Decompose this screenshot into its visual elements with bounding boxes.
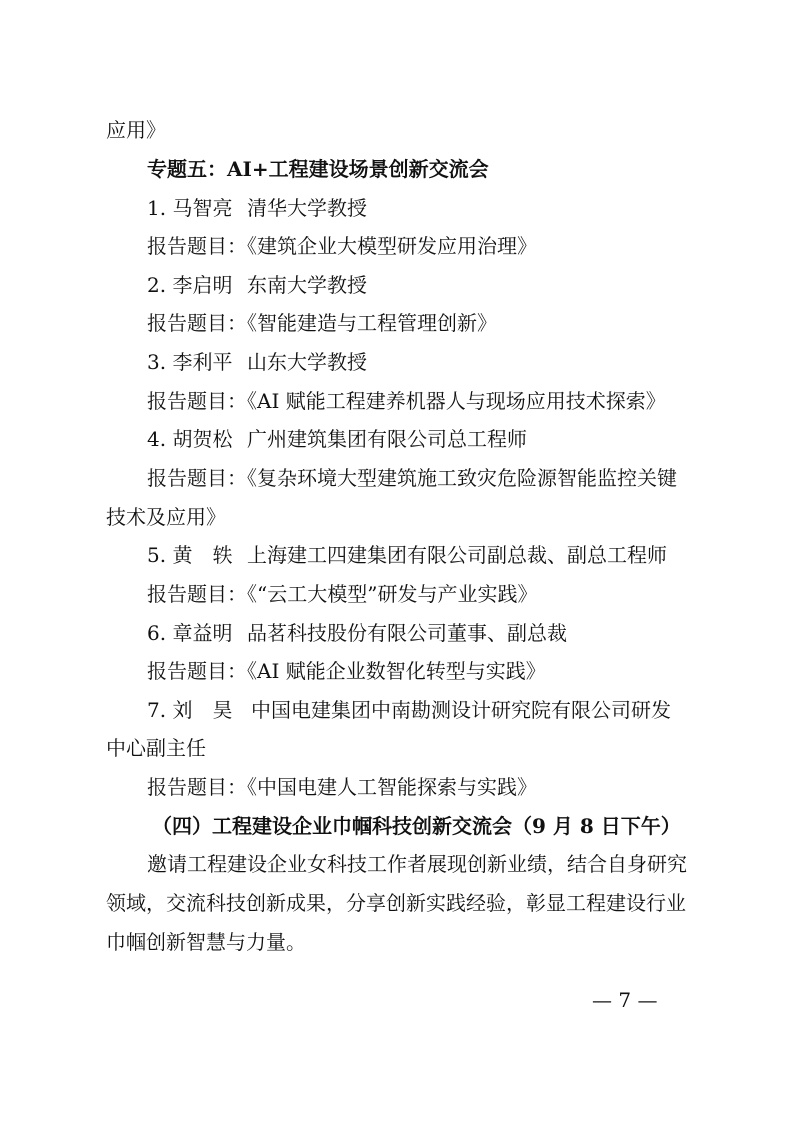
- section-heading: 专题五：AI+工程建设场景创新交流会: [147, 157, 489, 181]
- speaker-name: 2. 李启明: [147, 273, 233, 297]
- speaker-line: [147, 195, 367, 221]
- speaker-role-continued: 中心副主任: [106, 736, 206, 760]
- speaker-role: 品茗科技股份有限公司董事、副总裁: [247, 621, 567, 645]
- speaker-name: 6. 章益明: [147, 621, 233, 645]
- speaker-line: [147, 349, 367, 375]
- speaker-line: [147, 620, 567, 646]
- speaker-line: [147, 542, 667, 568]
- speaker-name: 5. 黄 轶: [147, 543, 233, 567]
- report-title: 报告题目：《智能建造与工程管理创新》: [147, 311, 497, 335]
- speaker-role: 清华大学教授: [247, 196, 367, 220]
- section-heading: （四）工程建设企业巾帼科技创新交流会（9 月 8 日下午）: [152, 814, 681, 838]
- report-title-continued: 技术及应用》: [106, 505, 226, 529]
- speaker-role: 东南大学教授: [247, 273, 367, 297]
- speaker-role: 中国电建集团中南勘测设计研究院有限公司研发: [251, 698, 671, 722]
- paragraph-line: 领域，交流科技创新成果，分享创新实践经验，彰显工程建设行业: [106, 891, 686, 915]
- report-title: 报告题目：《“云工大模型”研发与产业实践》: [147, 582, 538, 606]
- speaker-line: [147, 697, 671, 723]
- report-title: 报告题目：《AI 赋能企业数智化转型与实践》: [147, 659, 546, 683]
- paragraph-line: 巾帼创新智慧与力量。: [106, 930, 306, 954]
- speaker-name: 3. 李利平: [147, 350, 233, 374]
- speaker-role: 山东大学教授: [247, 350, 367, 374]
- speaker-name: 7. 刘 昊: [147, 698, 233, 722]
- speaker-line: [147, 426, 527, 452]
- speaker-name: 4. 胡贺松: [147, 427, 233, 451]
- report-title: 报告题目：《中国电建人工智能探索与实践》: [147, 775, 537, 799]
- text-line: 应用》: [106, 118, 166, 142]
- report-title: 报告题目：《AI 赋能工程建养机器人与现场应用技术探索》: [147, 389, 666, 413]
- speaker-role: 上海建工四建集团有限公司副总裁、副总工程师: [247, 543, 667, 567]
- report-title: 报告题目：《建筑企业大模型研发应用治理》: [147, 234, 537, 258]
- page-number: — 7 —: [592, 988, 658, 1012]
- speaker-role: 广州建筑集团有限公司总工程师: [247, 427, 527, 451]
- speaker-name: 1. 马智亮: [147, 196, 233, 220]
- speaker-line: [147, 272, 367, 298]
- paragraph-line: 邀请工程建设企业女科技工作者展现创新业绩，结合自身研究: [147, 852, 687, 876]
- report-title: 报告题目：《复杂环境大型建筑施工致灾危险源智能监控关键: [147, 466, 677, 490]
